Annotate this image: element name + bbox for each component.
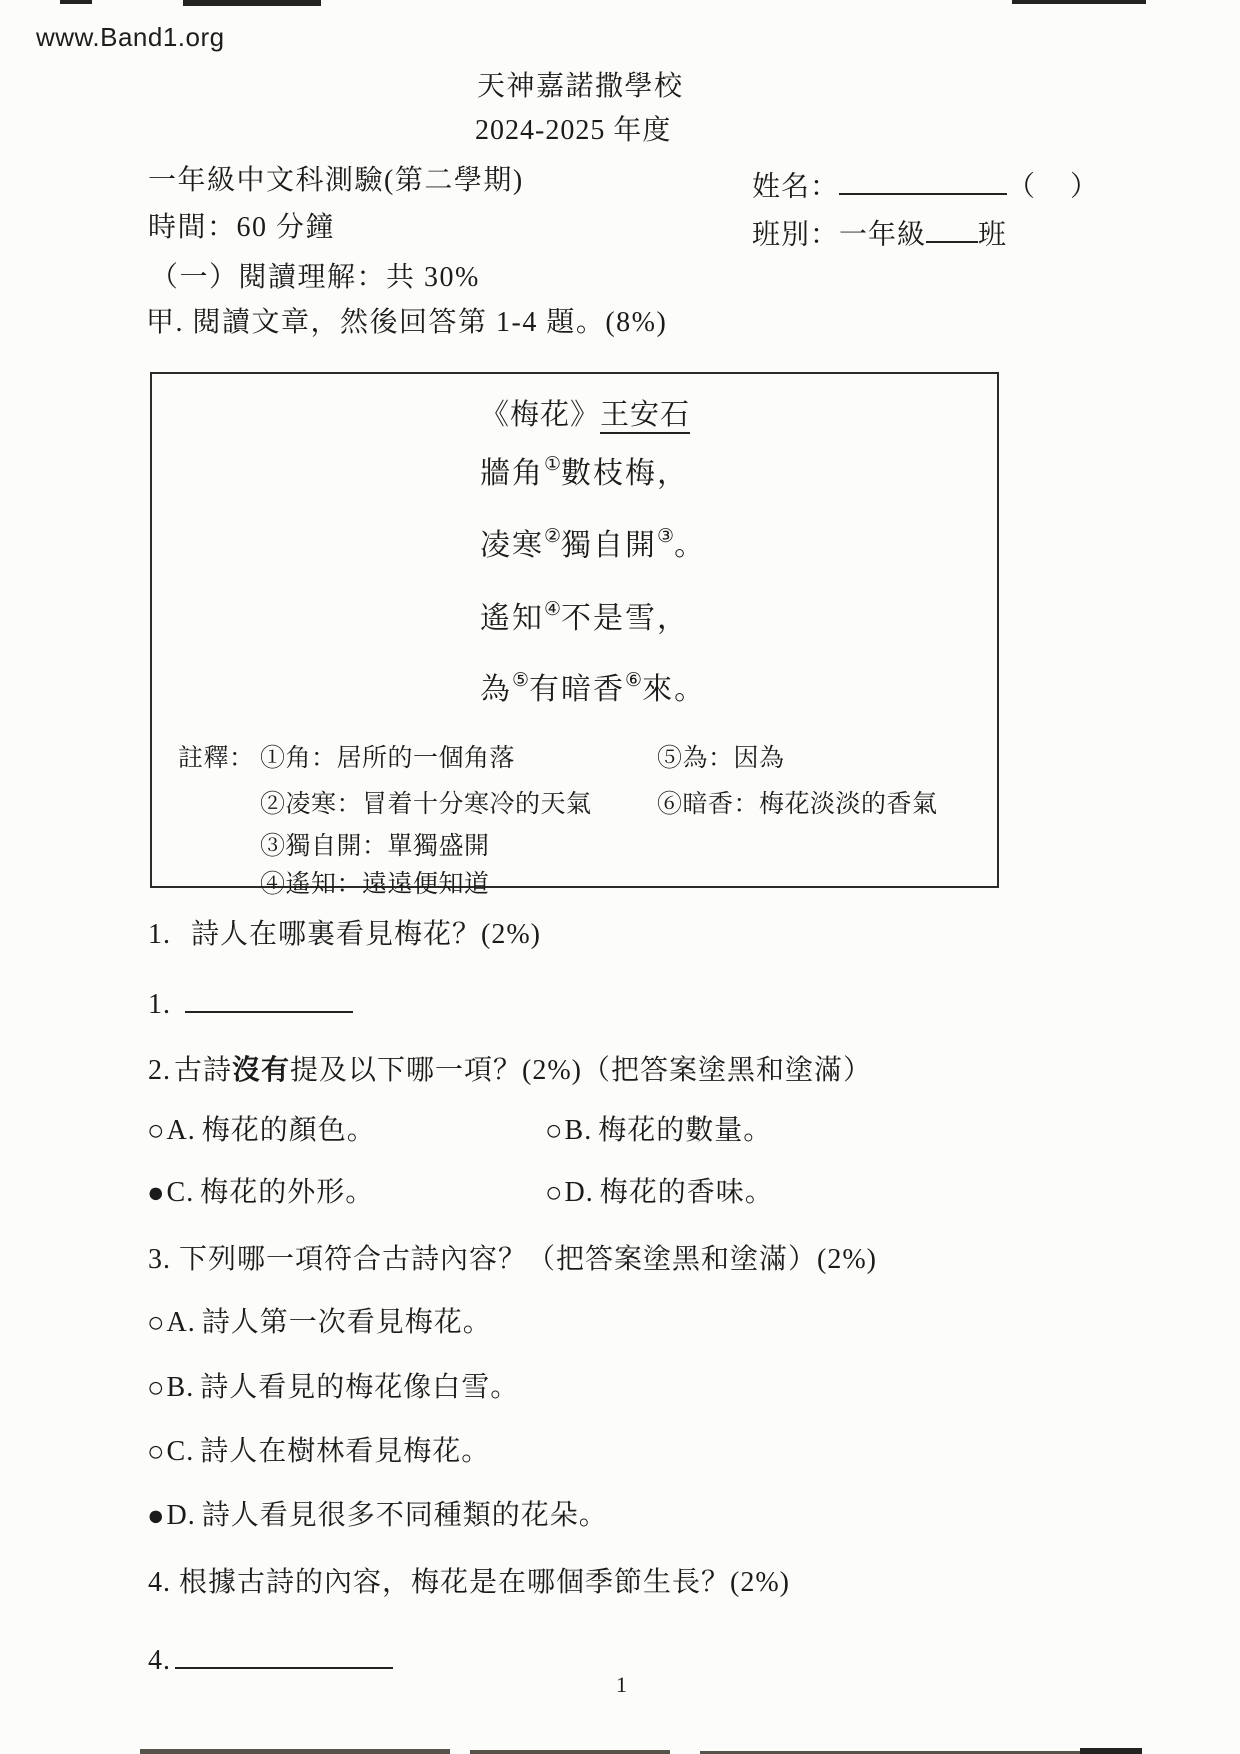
scan-artifact-top — [1012, 0, 1146, 4]
scan-artifact-top — [60, 0, 92, 4]
poem-title — [480, 392, 690, 433]
footnote-marker: ⑥ — [625, 670, 643, 691]
option-bubble-filled[interactable]: ● — [147, 1500, 166, 1532]
question-text: 根據古詩的內容，梅花是在哪個季節生長？(2%) — [179, 1567, 790, 1598]
option-text: 梅花的數量。 — [598, 1115, 773, 1146]
scan-artifact-top — [183, 0, 321, 6]
poem-line-3 — [480, 593, 689, 637]
poem-line-2 — [480, 520, 706, 564]
poem-line-text: 不是雪， — [561, 602, 690, 635]
option-text: 詩人看見很多不同種類的花朵。 — [201, 1500, 608, 1531]
footnote-marker: ⑤ — [512, 670, 530, 691]
scan-artifact-bottom — [470, 1750, 670, 1754]
notes-label: 註釋： — [178, 745, 255, 772]
exam-title: 一年級中文科測驗(第二學期) — [148, 165, 524, 196]
option-text: 梅花的香味。 — [599, 1177, 774, 1208]
answer-number: 4. — [148, 1645, 171, 1677]
poem-line-text: 牆角 — [480, 457, 544, 490]
q2-option-b — [545, 1108, 772, 1148]
option-text: 詩人在樹林看見梅花。 — [200, 1436, 491, 1467]
poem-line-1 — [480, 448, 689, 492]
q3-option-a — [147, 1300, 492, 1340]
option-bubble[interactable]: ○ — [147, 1115, 166, 1147]
note-item-3: ③獨自開：單獨盛開 — [260, 833, 490, 860]
option-label: A. — [166, 1115, 196, 1146]
footnote-marker: ③ — [657, 526, 675, 547]
school-name: 天神嘉諾撒學校 — [477, 71, 684, 102]
poem-title-text: 《梅花》 — [480, 399, 601, 431]
poem-line-text: 有暗香 — [529, 673, 626, 706]
q3-option-d — [147, 1493, 608, 1533]
question-1-heading — [148, 912, 541, 952]
class-field — [752, 212, 1007, 252]
part-heading: （一）閱讀理解：共 30% — [150, 262, 480, 293]
poem-line-text: 。 — [674, 529, 707, 562]
note-item-6: ⑥暗香：梅花淡淡的香氣 — [657, 791, 938, 818]
option-text: 詩人第一次看見梅花。 — [201, 1307, 492, 1338]
poem-line-text: 獨自開 — [561, 529, 658, 562]
question-number: 3. — [148, 1244, 171, 1275]
name-paren-close: ） — [1070, 171, 1100, 203]
page-number: 1 — [616, 1672, 627, 1697]
option-bubble[interactable]: ○ — [147, 1436, 166, 1468]
question-text: 提及以下哪一項？(2%)（把答案塗黑和塗滿） — [290, 1055, 873, 1086]
footnote-marker: ① — [544, 454, 562, 475]
option-label: B. — [166, 1372, 195, 1403]
q2-option-a — [147, 1108, 376, 1148]
option-text: 梅花的顏色。 — [201, 1115, 376, 1146]
question-number: 1. — [148, 919, 171, 950]
question-1-answer — [148, 982, 353, 1021]
note-item-2: ②凌寒：冒着十分寒冷的天氣 — [260, 791, 592, 818]
q3-option-b — [147, 1365, 519, 1405]
option-bubble[interactable]: ○ — [545, 1115, 564, 1147]
q1-answer-blank[interactable] — [185, 982, 353, 1013]
option-label: D. — [166, 1500, 196, 1531]
question-text-emphasis: 沒有 — [232, 1055, 291, 1086]
note-item-1: ①角：居所的一個角落 — [260, 745, 516, 772]
duration-label: 時間：60 分鐘 — [148, 212, 336, 243]
option-label: D. — [564, 1177, 594, 1208]
note-item-5: ⑤為：因為 — [657, 745, 785, 772]
option-bubble[interactable]: ○ — [147, 1372, 166, 1404]
name-field — [752, 164, 1099, 204]
question-text: 詩人在哪裏看見梅花？(2%) — [191, 919, 541, 950]
option-text: 梅花的外形。 — [200, 1177, 375, 1208]
footnote-marker: ② — [544, 526, 562, 547]
passage-instruction: 甲. 閱讀文章，然後回答第 1-4 題。(8%) — [146, 307, 668, 338]
option-label: C. — [166, 1436, 195, 1467]
q2-option-c — [147, 1170, 374, 1210]
poem-author: 王安石 — [600, 399, 690, 434]
answer-number: 1. — [148, 989, 171, 1021]
q3-option-c — [147, 1429, 490, 1469]
question-2-heading — [148, 1048, 872, 1088]
watermark: www.Band1.org — [36, 22, 225, 52]
name-field-label: 姓名： — [752, 171, 840, 203]
class-blank[interactable] — [926, 212, 978, 243]
question-4-answer — [148, 1638, 393, 1677]
scan-artifact-bottom — [1080, 1748, 1142, 1754]
poem-line-text: 來。 — [642, 673, 707, 706]
option-bubble-filled[interactable]: ● — [147, 1177, 166, 1209]
note-item-4: ④遙知：遠遠便知道 — [260, 871, 490, 898]
scan-artifact-bottom — [140, 1749, 450, 1754]
option-label: A. — [166, 1307, 196, 1338]
option-label: C. — [166, 1177, 195, 1208]
question-3-heading — [148, 1237, 877, 1277]
poem-box — [150, 372, 999, 898]
footnote-marker: ④ — [544, 599, 562, 620]
option-bubble[interactable]: ○ — [147, 1307, 166, 1339]
question-text: 古詩 — [174, 1055, 233, 1086]
question-4-heading — [148, 1560, 790, 1600]
q4-answer-blank[interactable] — [175, 1638, 393, 1669]
q2-option-d — [545, 1170, 774, 1210]
option-bubble[interactable]: ○ — [545, 1177, 564, 1209]
poem-line-text: 遙知 — [480, 602, 544, 635]
name-blank[interactable] — [839, 164, 1007, 195]
poem-line-text: 凌寒 — [480, 529, 544, 562]
class-suffix: 班 — [978, 219, 1008, 251]
poem-line-text: 數枝梅， — [561, 457, 690, 490]
poem-line-4 — [480, 664, 706, 708]
option-label: B. — [564, 1115, 593, 1146]
poem-line-text: 為 — [480, 673, 512, 706]
option-text: 詩人看見的梅花像白雪。 — [200, 1372, 520, 1403]
question-text: 下列哪一項符合古詩內容？（把答案塗黑和塗滿）(2%) — [179, 1244, 877, 1275]
question-number: 2. — [148, 1055, 171, 1086]
school-year: 2024-2025 年度 — [475, 115, 672, 146]
question-number: 4. — [148, 1567, 171, 1598]
name-paren-open: （ — [1007, 171, 1037, 203]
class-field-label: 班別：一年級 — [752, 219, 927, 251]
